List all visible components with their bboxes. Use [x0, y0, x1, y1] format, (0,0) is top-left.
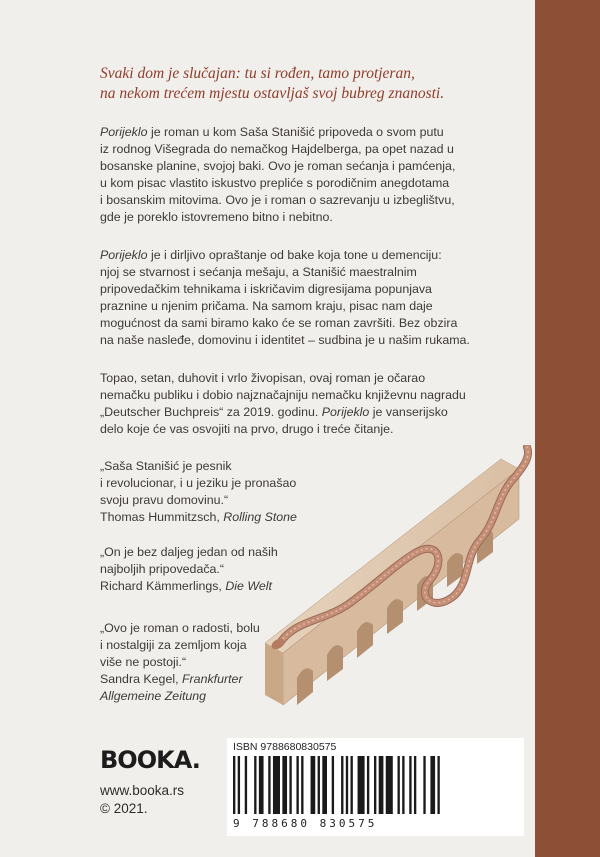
- publisher-info: [100, 782, 184, 818]
- book-title: Porijeklo: [100, 248, 148, 262]
- book-title: Porijeklo: [100, 125, 148, 139]
- isbn-label: ISBN 9788680830575: [233, 741, 337, 753]
- lead-line: Svaki dom je slučajan: tu si rođen, tamo protjeran,: [100, 65, 415, 82]
- review-quote-1: „Saša Stanišić je pesnik i revolucionar, i u jeziku je pronašao svoju pravu domovinu.“ Thomas Hummitzsch, Rolling Stone: [100, 459, 297, 524]
- book-spine: [535, 0, 600, 857]
- description-paragraph-3: Topao, setan, duhovit i vrlo živopisan, ovaj roman je očarao nemačku publiku i dobio najznačajniju nemačku književnu nagradu „Deutscher Buchpreis“ za 2019. godinu. Porijeklo je vanserijsko delo koje će vas osvojiti na prvo, drugo i treće čitanje.: [100, 371, 466, 436]
- website-link[interactable]: www.booka.rs: [100, 783, 185, 798]
- publisher-logo: BOOKA.: [100, 746, 200, 774]
- quote-attribution: Sandra Kegel, Frankfurter: [100, 672, 243, 686]
- description-paragraph-1: Porijeklo je roman u kom Saša Stanišić pripoveda o svom putu iz rodnog Višegrada do nemačkog Hajdelberga, pa opet nazad u bosanske planine, svojoj baki. Ovo je roman sećanja i pamćenja, u kom pisac vlastito iskustvo prepliće s porodičnim anegdotama i bosanskim mitovima. Ovo je i roman o sazrevanju u izbeglištvu, gde je poreklo istovremeno bitno i nebitno.: [100, 125, 456, 224]
- description-paragraph-2: Porijeklo je i dirljivo opraštanje od bake koja tone u demenciju: njoj se stvarnost i sećanja mešaju, a Stanišić maestralnim pripovedačkim tehnikama i iskričavim digresijama popunjava praznine u njenim pričama. Na samom kraju, pisac nam daje mogućnost da sami biramo kako će se roman završiti. Bez obzira na naše nasleđe, domovinu i identitet – sudbina je u našim rukama.: [100, 248, 470, 347]
- barcode-bars: [233, 756, 518, 816]
- bridge-snake-illustration: [265, 445, 540, 710]
- book-title: Porijeklo: [321, 405, 370, 419]
- review-quote-2: „On je bez daljeg jedan od naših najboljih pripovedača.“ Richard Kämmerlings, Die Welt: [100, 545, 278, 593]
- copyright: © 2021.: [100, 801, 148, 816]
- bridge: [265, 459, 519, 705]
- review-quote-3: „Ovo je roman o radosti, bolu i nostalgiji za zemljom koja više ne postoji.“ Sandra Kegel, Frankfurter Allgemeine Zeitung: [100, 621, 260, 703]
- barcode: [227, 738, 524, 836]
- lead-line: na nekom trećem mjestu ostavljaš svoj bubreg znanosti.: [100, 85, 445, 102]
- quote-attribution: Thomas Hummitzsch, Rolling Stone: [100, 510, 297, 524]
- lead-quote: [100, 64, 520, 104]
- quote-attribution: Richard Kämmerlings, Die Welt: [100, 579, 272, 593]
- isbn-digits: 9 788680 830575: [233, 817, 378, 830]
